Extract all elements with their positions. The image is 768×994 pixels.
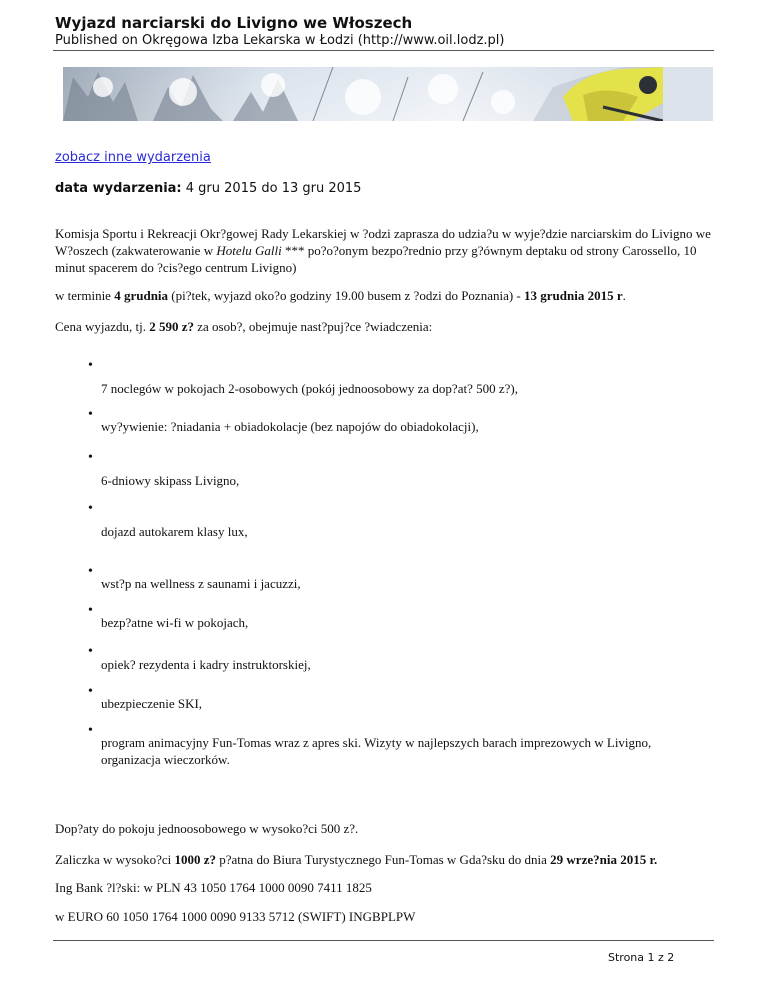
list-item: 6-dniowy skipass Livigno,	[101, 473, 240, 488]
list-bullet: •	[88, 358, 93, 373]
deposit-paragraph	[55, 851, 715, 868]
deposit-middle: p?atna do Biura Turystycznego Fun-Tomas w Gda?sku do dnia	[216, 852, 551, 867]
term-paragraph	[55, 287, 715, 304]
intro-text-b: *** po?o?onym bezpo?rednio przy g?ównym deptaku od strony Carossello, 10 minut spacerem do ?cis?ego centrum Livigno)	[55, 243, 697, 275]
price-amount: 2 590 z?	[149, 319, 195, 334]
term-start: 4 grudnia	[114, 288, 169, 303]
list-item: wy?ywienie: ?niadania + obiadokolacje (bez napojów do obiadokolacji),	[101, 419, 479, 434]
list-bullet: •	[88, 603, 93, 618]
list-bullet: •	[88, 684, 93, 699]
published-line: Published on Okręgowa Izba Lekarska w Łodzi (http://www.oil.lodz.pl)	[55, 33, 505, 48]
deposit-date: 29 wrze?nia 2015 r.	[550, 852, 658, 867]
list-item: opiek? rezydenta i kadry instruktorskiej,	[101, 657, 311, 672]
event-date-label: data wydarzenia:	[55, 181, 182, 196]
list-item: ubezpieczenie SKI,	[101, 696, 203, 711]
term-prefix: w terminie	[55, 288, 115, 303]
deposit-prefix: Zaliczka w wysoko?ci	[55, 852, 175, 867]
intro-text-a: Komisja Sportu i Rekreacji Okr?gowej Rady Lekarskiej w ?odzi zaprasza do udzia?u w wyje?dzie narciarskim do Livigno we W?oszech (zakwaterowanie w	[55, 226, 711, 258]
hotel-name: Hotelu Galli	[216, 243, 282, 258]
intro-paragraph	[55, 225, 715, 276]
header-divider	[53, 50, 714, 51]
other-events-link[interactable]: zobacz inne wydarzenia	[55, 150, 211, 165]
price-suffix: za osob?, obejmuje nast?puj?ce ?wiadczenia:	[194, 319, 433, 334]
single-room-paragraph: Dop?aty do pokoju jednoosobowego w wysoko?ci 500 z?.	[55, 821, 359, 836]
list-item: bezp?atne wi-fi w pokojach,	[101, 615, 249, 630]
bank-pln: Ing Bank ?l?ski: w PLN 43 1050 1764 1000 0090 7411 1825	[55, 880, 372, 895]
term-suffix: .	[622, 288, 626, 303]
event-date-value: 4 gru 2015 do 13 gru 2015	[185, 181, 362, 196]
list-bullet: •	[88, 644, 93, 659]
term-end: 13 grudnia 2015 r	[524, 288, 623, 303]
price-prefix: Cena wyjazdu, tj.	[55, 319, 150, 334]
banner-image	[63, 67, 713, 121]
list-item: 7 noclegów w pokojach 2-osobowych (pokój jednoosobowy za dop?at? 500 z?),	[101, 381, 518, 396]
list-item: wst?p na wellness z saunami i jacuzzi,	[101, 576, 301, 591]
list-bullet: •	[88, 450, 93, 465]
list-bullet: •	[88, 501, 93, 516]
list-bullet: •	[88, 407, 93, 422]
price-paragraph	[55, 318, 715, 335]
bank-eur: w EURO 60 1050 1764 1000 0090 9133 5712 (SWIFT) INGBPLPW	[55, 909, 416, 924]
page-title: Wyjazd narciarski do Livigno we Włoszech	[55, 14, 413, 32]
list-bullet: •	[88, 723, 93, 738]
page-number: Strona 1 z 2	[608, 951, 675, 964]
footer-divider	[53, 940, 714, 941]
list-item: dojazd autokarem klasy lux,	[101, 524, 248, 539]
list-bullet: •	[88, 564, 93, 579]
term-middle: (pi?tek, wyjazd oko?o godziny 19.00 busem z ?odzi do Poznania) -	[168, 288, 525, 303]
event-date	[55, 181, 361, 196]
deposit-amount: 1000 z?	[174, 852, 217, 867]
list-item: program animacyjny Fun-Tomas wraz z apres ski. Wizyty w najlepszych barach imprezowych w Livigno, organizacja wieczorków.	[101, 735, 652, 767]
